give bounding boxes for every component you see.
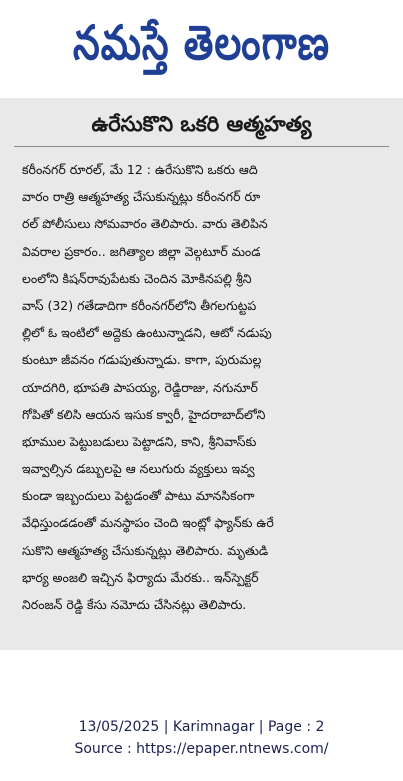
newspaper-logo: నమస్తే తెలంగాణ xyxy=(73,15,330,71)
article-line: లంలోని కిషన్‌రావుపేటకు చెందిన మోకినపల్లి శ్రీని xyxy=(22,270,252,286)
masthead xyxy=(0,0,403,98)
edition-info: 13/05/2025 | Karimnagar | Page : 2 xyxy=(78,719,325,735)
article-line: భూముల పెట్టుబడులు పెట్టాడని, కాని, శ్రీనివాస్‌కు xyxy=(22,433,257,449)
article-line: సుకొని ఆత్మహత్య చేసుకున్నట్లు తెలిపారు. మృతుడి xyxy=(22,542,269,558)
article-line: రల్ పోలీసులు సోమవారం తెలిపారు. వారు తెలిపిన xyxy=(22,216,268,232)
article-line: యాదగిరి, భూపతి పాపయ్య, రెడ్డిరాజు, నగునూర్ xyxy=(22,379,258,395)
article-line: నిరంజన్ రెడ్డి కేసు నమోదు చేసినట్లు తెలిపారు. xyxy=(22,597,247,612)
article-body xyxy=(22,156,384,618)
news-clipping xyxy=(0,98,403,650)
article-line: భార్య అంజలి ఇచ్చిన ఫిర్యాదు మేరకు.. ఇన్‌స్పెక్టర్ xyxy=(22,569,259,585)
clip-footer xyxy=(0,716,403,760)
article-line: ఇవ్వాల్సిన డబ్బులపై ఆ నలుగురు వ్యక్తులు ఇవ్వ xyxy=(22,461,255,477)
source-link: Source : https://epaper.ntnews.com/ xyxy=(74,741,329,757)
article-line: వివరాల ప్రకారం.. జగిత్యాల జిల్లా వెల్గటూర్ మండ xyxy=(22,243,261,259)
article-line: వాస్ (32) గతేడాదిగా కరీంనగర్‌లోని తీగలగుట్టప xyxy=(22,297,257,313)
article-headline: ఉరేసుకొని ఒకరి ఆత్మహత్య xyxy=(91,112,312,136)
article-line: కుంటూ జీవనం గడుపుతున్నాడు. కాగా, పురుమల్ల xyxy=(22,352,262,368)
headline-divider xyxy=(14,146,389,147)
article-line: ల్లిలో ఓ ఇంటిలో అద్దెకు ఉంటున్నాడని, ఆటో నడుపు xyxy=(22,325,272,341)
article-line: గోపితో కలిసి ఆయన ఇసుక క్వారీ, హైదరాబాద్‌లోని xyxy=(22,406,266,422)
article-line: కరీంనగర్ రూరల్, మే 12 : ఉరేసుకొని ఒకరు ఆది xyxy=(22,162,258,177)
article-line: వారం రాత్రి ఆత్మహత్య చేసుకున్నట్లు కరీంనగర్ రూ xyxy=(22,189,261,205)
article-line: కుండా ఇబ్బందులు పెట్టడంతో పాటు మానసికంగా xyxy=(22,488,255,504)
article-line: వేధిస్తుండడంతో మనస్థాపం చెంది ఇంట్లో ఫ్యాన్‌కు ఉరే xyxy=(22,515,274,531)
